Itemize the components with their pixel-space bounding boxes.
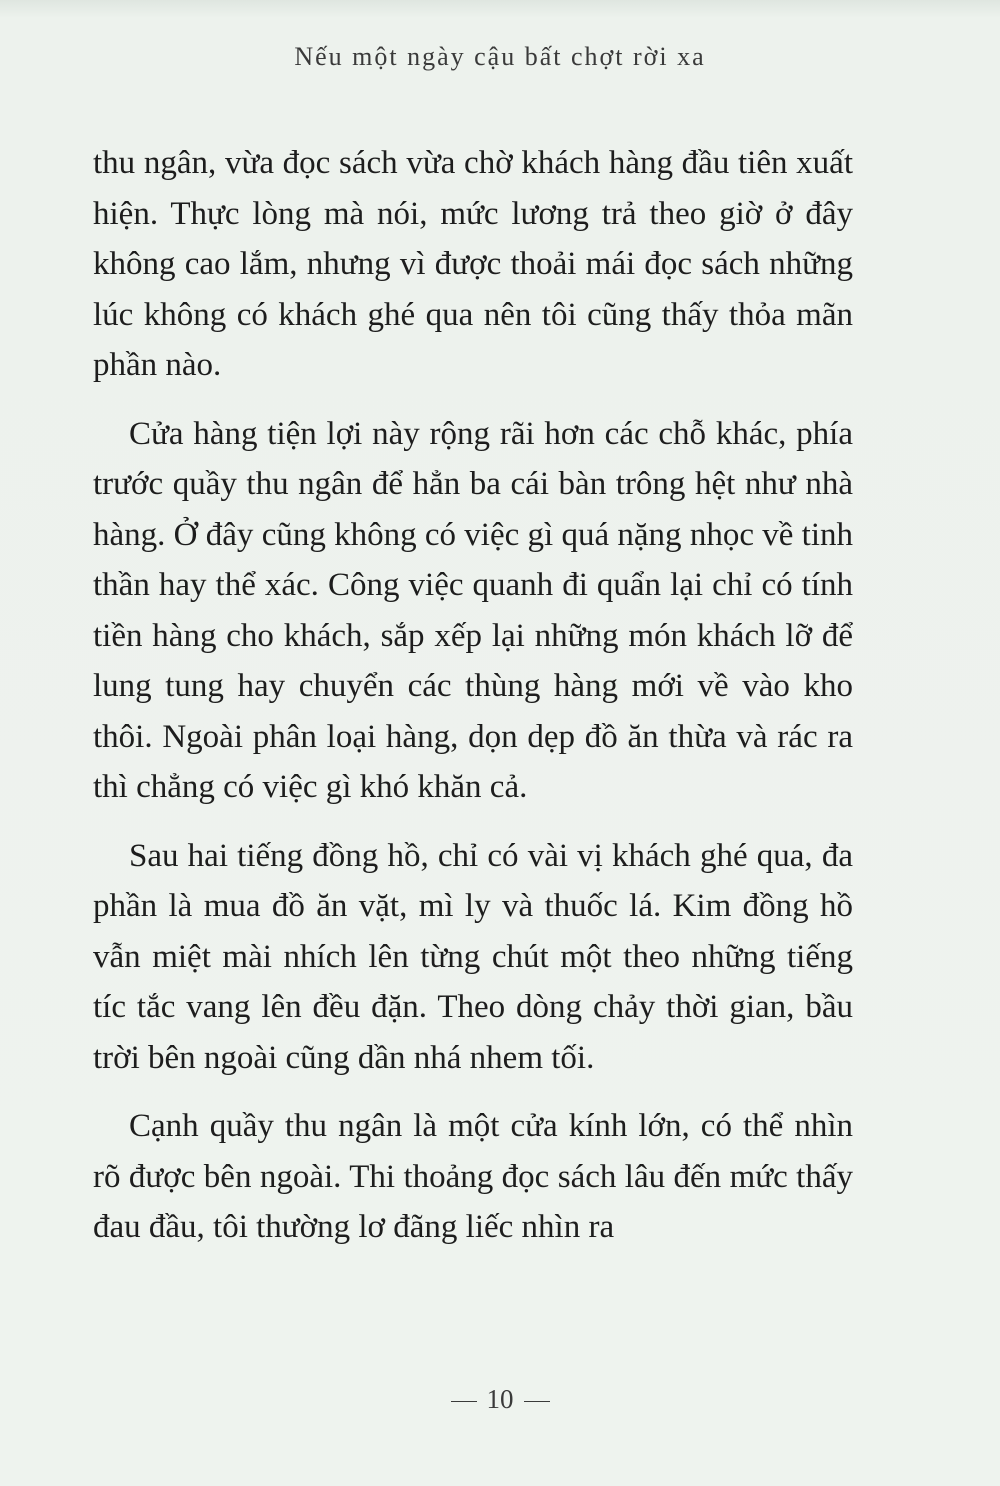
paragraph-1: thu ngân, vừa đọc sách vừa chờ khách hàng đầu tiên xuất hiện. Thực lòng mà nói, mức lương trả theo giờ ở đây không cao lắm, nhưng vì được thoải mái đọc sách những lúc không có khách ghé qua nên tôi cũng thấy thỏa mãn phần nào. xyxy=(93,145,853,383)
left-dash xyxy=(451,1401,477,1402)
body-text xyxy=(93,138,853,1253)
paragraph-4: Cạnh quầy thu ngân là một cửa kính lớn, có thể nhìn rõ được bên ngoài. Thi thoảng đọc sách lâu đến mức thấy đau đầu, tôi thường lơ đãng liếc nhìn ra xyxy=(93,1108,853,1245)
paragraph-3: Sau hai tiếng đồng hồ, chỉ có vài vị khách ghé qua, đa phần là mua đồ ăn vặt, mì ly và thuốc lá. Kim đồng hồ vẫn miệt mài nhích lên từng chút một theo những tiếng tíc tắc vang lên đều đặn. Theo dòng chảy thời gian, bầu trời bên ngoài cũng dần nhá nhem tối. xyxy=(93,837,853,1076)
right-dash xyxy=(524,1401,550,1402)
running-header: Nếu một ngày cậu bất chợt rời xa xyxy=(294,42,706,71)
paragraph-2: Cửa hàng tiện lợi này rộng rãi hơn các chỗ khác, phía trước quầy thu ngân để hẳn ba cái bàn trông hệt như nhà hàng. Ở đây cũng không có việc gì quá nặng nhọc về tinh thần hay thể xác. Công việc quanh đi quẩn lại chỉ có tính tiền hàng cho khách, sắp xếp lại những món khách lỡ để lung tung hay chuyển các thùng hàng mới về vào kho thôi. Ngoài phân loại hàng, dọn dẹp đồ ăn thừa và rác ra thì chẳng có việc gì khó khăn cả. xyxy=(93,415,853,805)
page-number-footer xyxy=(0,1384,1000,1415)
page-number: 10 xyxy=(486,1384,514,1414)
